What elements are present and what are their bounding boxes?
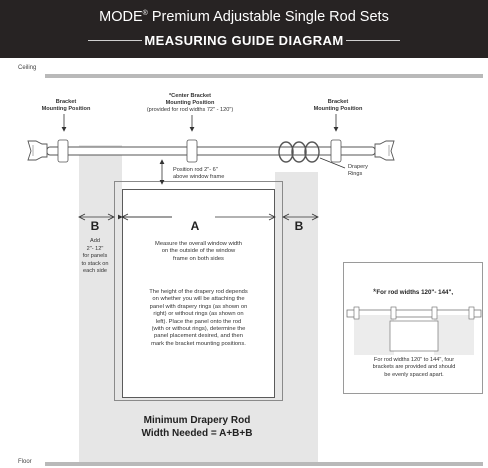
minimum-width-formula: Minimum Drapery Rod Width Needed = A+B+B — [141, 415, 253, 439]
page-subtitle: MEASURING GUIDE DIAGRAM — [144, 33, 344, 48]
inset-four-brackets — [343, 262, 483, 394]
dimension-b-right-label: B — [294, 219, 304, 233]
drapery-rings-label: Drapery Rings — [348, 164, 368, 177]
center-bracket-note: (provided for rod widths 72" - 120") — [146, 107, 234, 113]
dimension-a-label: A — [190, 219, 200, 233]
right-bracket-label: Bracket Mounting Position — [313, 99, 363, 112]
left-bracket-label: Bracket Mounting Position — [41, 99, 91, 112]
add-stack-note: Add 2"- 12" for panels to stack on each side — [81, 238, 109, 275]
dimension-b-left-label: B — [90, 219, 100, 233]
left-finial — [28, 141, 47, 160]
right-finial — [375, 141, 394, 160]
trademark-symbol: ® — [142, 10, 148, 17]
inset-description: For rod widths 120" to 144", four brackets are provided and should be evenly spaced apart. — [372, 357, 456, 378]
position-rod-note: Position rod 2"- 6" above window frame — [173, 167, 225, 180]
bracket-center — [187, 140, 197, 162]
title-text: Premium Adjustable Single Rod Sets — [147, 9, 389, 25]
center-bracket-label: *Center Bracket Mounting Position (provided for rod widths 72" - 120") — [142, 93, 238, 114]
ceiling-label: Ceiling — [18, 65, 37, 71]
bracket-right — [331, 140, 341, 162]
inset-title: *For rod widths 120"- 144", — [372, 287, 454, 297]
height-instructions: The height of the drapery rod depends on whether you will be attaching the panel with drapery rings (as shown on right) or without rings (as shown on left). Place the panel onto the rod (with or without rings), determine the panel placement desired, and then mark the bracket mounting positions. — [149, 289, 248, 347]
measure-instructions: Measure the overall window width on the outside of the window frame on both sides — [155, 241, 242, 262]
brand-name: MODE — [99, 9, 143, 25]
bracket-left — [58, 140, 68, 162]
floor-label: Floor — [18, 459, 32, 465]
